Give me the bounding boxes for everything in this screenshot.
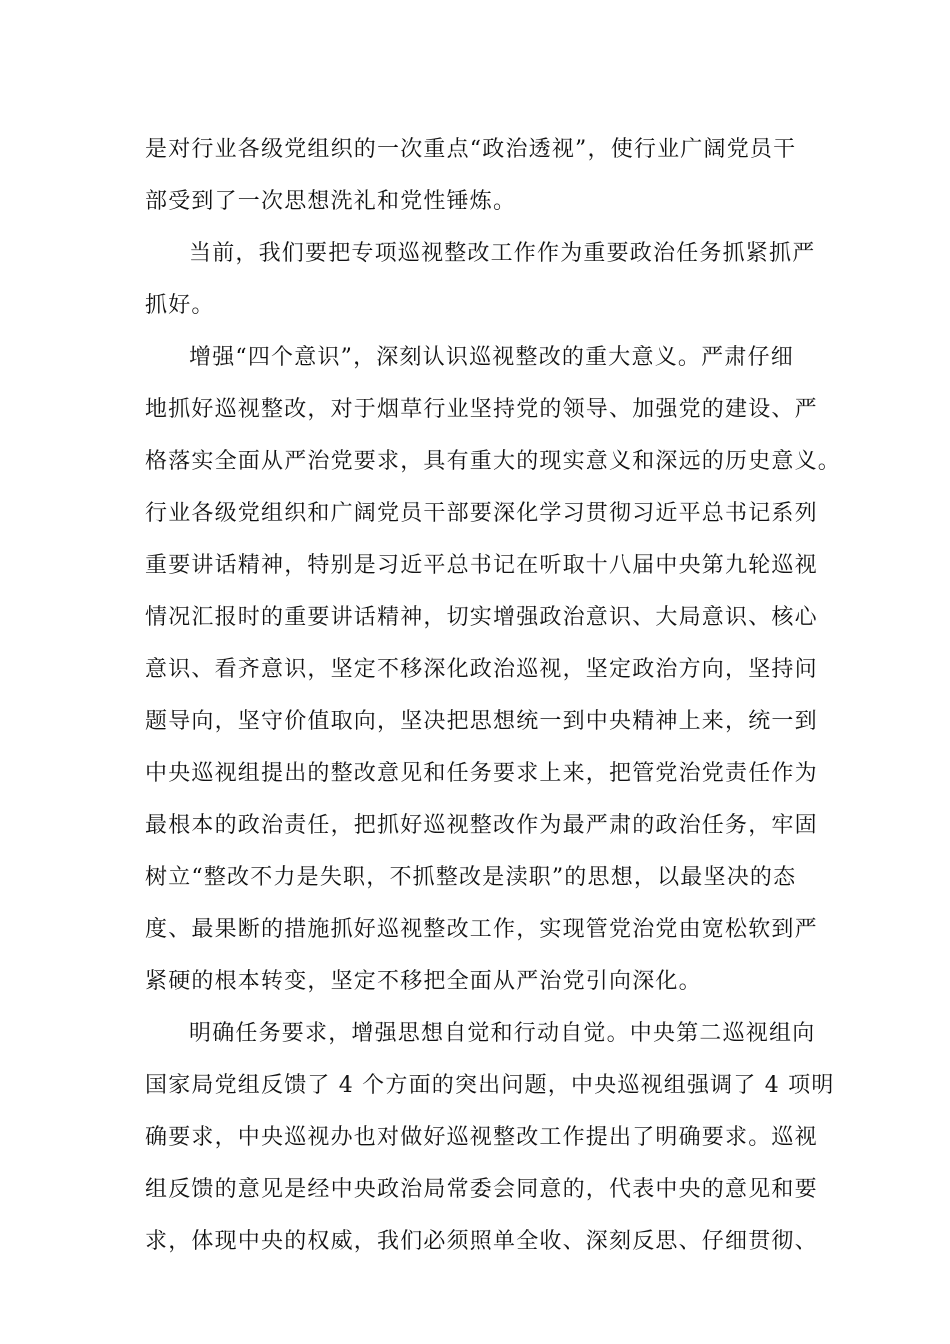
text-line: 题导向，坚守价值取向，坚决把思想统一到中央精神上来，统一到 (145, 709, 818, 734)
paragraph-first-line: 明确任务要求，增强思想自觉和行动自觉。中央第二巡视组向 (189, 1021, 816, 1046)
text-line: 确要求，中央巡视办也对做好巡视整改工作提出了明确要求。巡视 (145, 1125, 818, 1150)
text-line: 格落实全面从严治党要求，具有重大的现实意义和深远的历史意义。 (145, 449, 842, 474)
paragraph-first-line: 当前，我们要把专项巡视整改工作作为重要政治任务抓紧抓严 (189, 241, 816, 266)
text-line: 中央巡视组提出的整改意见和任务要求上来，把管党治党责任作为 (145, 761, 818, 786)
paragraph-first-line: 增强“四个意识”，深刻认识巡视整改的重大意义。严肃仔细 (189, 345, 794, 370)
text-line: 国家局党组反馈了 4 个方面的突出问题，中央巡视组强调了 4 项明 (145, 1073, 835, 1098)
body-text (145, 124, 842, 1268)
text-line: 是对行业各级党组织的一次重点“政治透视”，使行业广阔党员干 (145, 137, 797, 162)
text-line: 重要讲话精神，特别是习近平总书记在听取十八届中央第九轮巡视 (145, 553, 818, 578)
text-line: 树立“整改不力是失职，不抓整改是渎职”的思想，以最坚决的态 (145, 865, 797, 890)
text-line: 组反馈的意见是经中央政治局常委会同意的，代表中央的意见和要 (145, 1177, 818, 1202)
text-line: 求，体现中央的权威，我们必须照单全收、深刻反思、仔细贯彻、 (145, 1229, 818, 1254)
text-line: 紧硬的根本转变，坚定不移把全面从严治党引向深化。 (145, 969, 702, 994)
text-line: 度、最果断的措施抓好巡视整改工作，实现管党治党由宽松软到严 (145, 917, 818, 942)
text-line: 最根本的政治责任，把抓好巡视整改作为最严肃的政治任务，牢固 (145, 813, 818, 838)
text-line: 情况汇报时的重要讲话精神，切实增强政治意识、大局意识、核心 (145, 605, 818, 630)
text-line: 意识、看齐意识，坚定不移深化政治巡视，坚定政治方向，坚持问 (145, 657, 818, 682)
text-line: 地抓好巡视整改，对于烟草行业坚持党的领导、加强党的建设、严 (145, 397, 818, 422)
text-line: 部受到了一次思想洗礼和党性锤炼。 (145, 189, 517, 214)
text-line: 抓好。 (145, 293, 215, 318)
text-line: 行业各级党组织和广阔党员干部要深化学习贯彻习近平总书记系列 (145, 501, 818, 526)
